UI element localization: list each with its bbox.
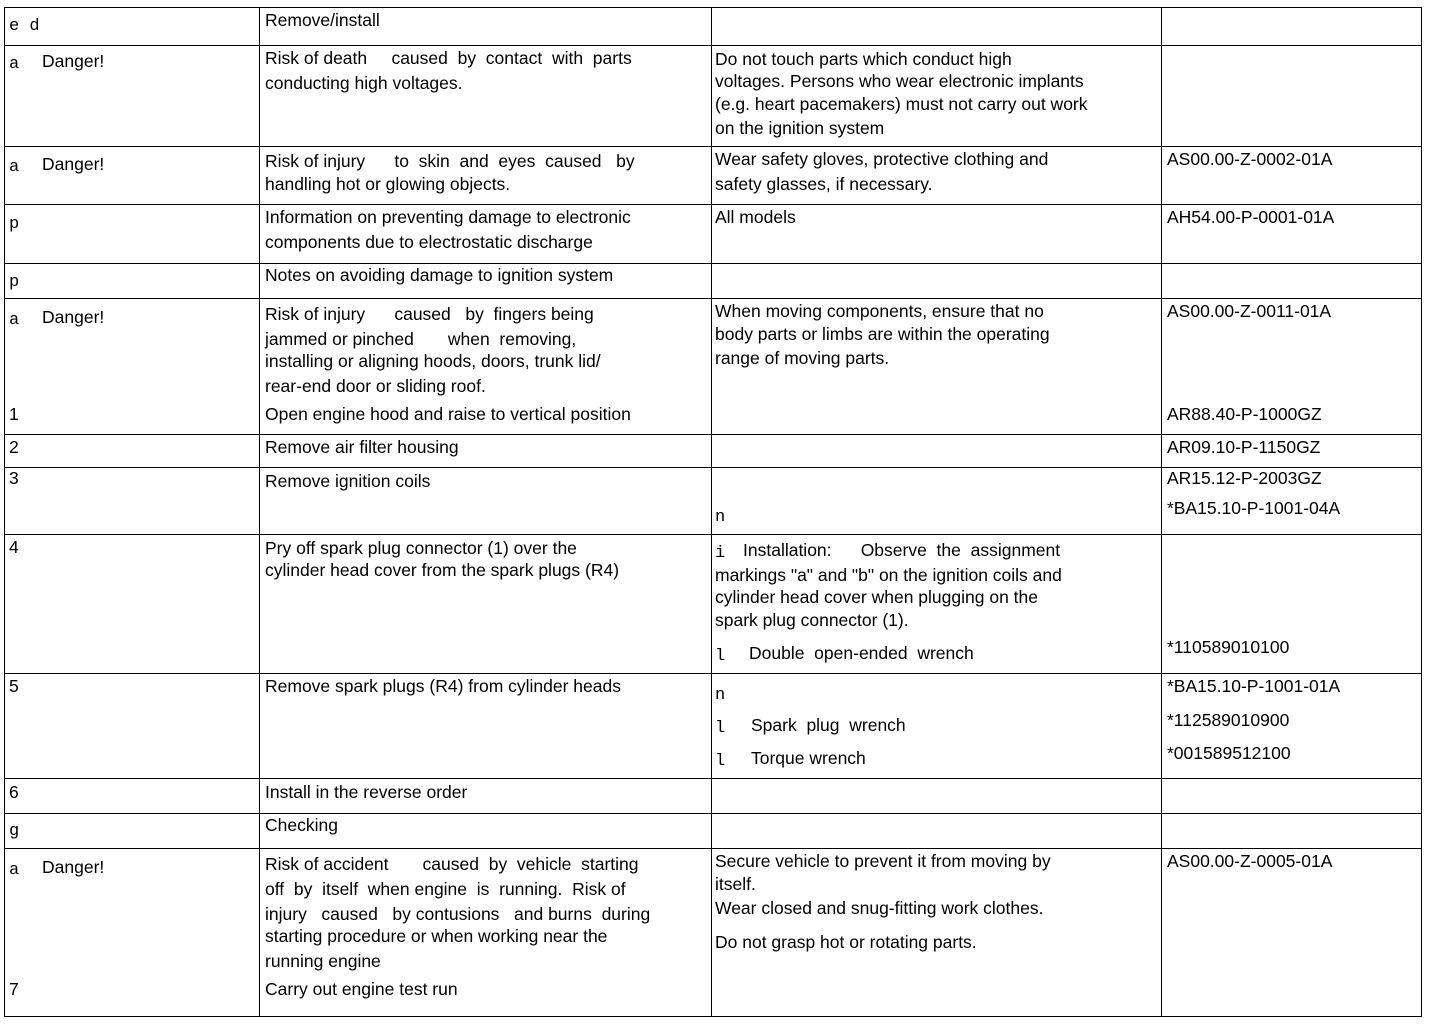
tool-name: Torque wrench <box>751 748 866 768</box>
danger-label: Danger! <box>42 307 105 327</box>
step-text-line: Open engine hood and raise to vertical position <box>265 404 631 424</box>
step-text-line: cylinder head cover from the spark plugs (R4) <box>265 560 620 580</box>
measure-text-line: (e.g. heart pacemakers) must not carry out work <box>715 94 1088 114</box>
step-text-line: Notes on avoiding damage to ignition system <box>265 265 614 285</box>
step-number: 6 <box>9 782 19 802</box>
danger-label: Danger! <box>42 154 105 174</box>
risk-text-line: handling hot or glowing objects. <box>265 174 511 194</box>
note-symbol: p <box>9 215 20 234</box>
measure-text-line: Wear safety gloves, protective clothing and <box>715 149 1049 169</box>
row-divider <box>4 1016 1422 1017</box>
risk-text-line: installing or aligning hoods, doors, trunk lid/ <box>265 351 601 371</box>
measure-text-line: body parts or limbs are within the operating <box>715 324 1050 344</box>
tool-symbol: l <box>715 647 726 666</box>
row-divider <box>4 673 1422 674</box>
step-number: 4 <box>9 537 19 557</box>
measure-text-line: When moving components, ensure that no <box>715 301 1044 321</box>
column-divider <box>259 7 260 1017</box>
danger-symbol: a <box>9 861 20 880</box>
danger-label: Danger! <box>42 857 105 877</box>
row-divider <box>4 434 1422 435</box>
installation-text-line: Installation: Observe the assignment <box>743 540 1061 560</box>
procedure-table <box>4 7 1422 1017</box>
remove-install-heading: Remove/install <box>265 10 380 30</box>
risk-text-line: starting procedure or when working near the <box>265 926 608 946</box>
step-text-line: components due to electrostatic discharge <box>265 232 593 252</box>
arrow-symbol: n <box>715 686 726 705</box>
step-text-line: Information on preventing damage to electronic <box>265 207 631 227</box>
risk-text-line: Risk of injury to skin and eyes caused by <box>265 151 635 171</box>
risk-text-line: conducting high voltages. <box>265 73 463 93</box>
document-reference: AS00.00-Z-0002-01A <box>1167 149 1333 169</box>
installation-symbol: i <box>715 544 726 563</box>
measure-text-line: Do not grasp hot or rotating parts. <box>715 932 977 952</box>
row-divider <box>4 848 1422 849</box>
step-text-line: Remove spark plugs (R4) from cylinder heads <box>265 676 621 696</box>
risk-text-line: jammed or pinched when removing, <box>265 329 577 349</box>
measure-text-line: Do not touch parts which conduct high <box>715 49 1012 69</box>
row-divider <box>4 7 1422 8</box>
measure-text-line: safety glasses, if necessary. <box>715 174 933 194</box>
measure-text-line: Wear closed and snug-fitting work clothes. <box>715 898 1044 918</box>
step-text-line: Carry out engine test run <box>265 979 458 999</box>
installation-text-line: spark plug connector (1). <box>715 610 909 630</box>
tool-symbol: l <box>715 752 726 771</box>
document-reference: AS00.00-Z-0005-01A <box>1167 851 1333 871</box>
measure-text-line: itself. <box>715 874 756 894</box>
remove-install-symbol: e d <box>9 17 40 36</box>
document-reference: AR88.40-P-1000GZ <box>1167 404 1322 424</box>
risk-text-line: rear-end door or sliding roof. <box>265 376 486 396</box>
document-reference: AR09.10-P-1150GZ <box>1167 437 1321 457</box>
row-divider <box>4 534 1422 535</box>
column-divider <box>1161 7 1162 1017</box>
document-reference: *BA15.10-P-1001-01A <box>1167 676 1341 696</box>
installation-text-line: cylinder head cover when plugging on the <box>715 587 1038 607</box>
danger-symbol: a <box>9 311 20 330</box>
step-number: 5 <box>9 676 19 696</box>
danger-label: Danger! <box>42 51 105 71</box>
checking-heading: Checking <box>265 815 338 835</box>
risk-text-line: Risk of death caused by contact with parts <box>265 48 632 68</box>
row-divider <box>4 146 1422 147</box>
measure-text-line: on the ignition system <box>715 118 885 138</box>
row-divider <box>4 778 1422 779</box>
tool-part-number: *110589010100 <box>1167 637 1290 657</box>
risk-text-line: injury caused by contusions and burns during <box>265 904 651 924</box>
document-reference: AR15.12-P-2003GZ <box>1167 468 1322 488</box>
column-divider <box>4 7 5 1017</box>
tool-symbol: l <box>715 719 726 738</box>
row-divider <box>4 298 1422 299</box>
tool-name: Double open-ended wrench <box>749 643 974 663</box>
step-number: 2 <box>9 437 19 457</box>
row-divider <box>4 204 1422 205</box>
step-text-line: Pry off spark plug connector (1) over the <box>265 538 577 558</box>
step-text-line: Remove air filter housing <box>265 437 459 457</box>
column-divider <box>711 7 712 1017</box>
danger-symbol: a <box>9 158 20 177</box>
risk-text-line: running engine <box>265 951 381 971</box>
measure-text-line: voltages. Persons who wear electronic implants <box>715 71 1084 91</box>
risk-text-line: Risk of accident caused by vehicle starting <box>265 854 639 874</box>
document-reference: AH54.00-P-0001-01A <box>1167 207 1335 227</box>
step-number: 3 <box>9 468 19 488</box>
tool-part-number: *001589512100 <box>1167 743 1291 763</box>
note-symbol: p <box>9 273 20 292</box>
checking-symbol: g <box>9 822 20 841</box>
danger-symbol: a <box>9 55 20 74</box>
tool-name: Spark plug wrench <box>751 715 906 735</box>
row-divider <box>4 45 1422 46</box>
measure-text-line: All models <box>715 207 796 227</box>
step-text-line: Install in the reverse order <box>265 782 468 802</box>
installation-text-line: markings "a" and "b" on the ignition coils and <box>715 565 1062 585</box>
row-divider <box>4 813 1422 814</box>
step-text-line: Remove ignition coils <box>265 471 431 491</box>
measure-text-line: range of moving parts. <box>715 348 890 368</box>
measure-text-line: Secure vehicle to prevent it from moving by <box>715 851 1051 871</box>
row-divider <box>4 263 1422 264</box>
risk-text-line: Risk of injury caused by fingers being <box>265 304 594 324</box>
column-divider <box>1421 7 1422 1017</box>
risk-text-line: off by itself when engine is running. Risk of <box>265 879 626 899</box>
step-number: 1 <box>9 404 19 424</box>
arrow-symbol: n <box>715 508 726 527</box>
document-reference: *BA15.10-P-1001-04A <box>1167 498 1341 518</box>
tool-part-number: *112589010900 <box>1167 710 1290 730</box>
step-number: 7 <box>9 979 19 999</box>
document-reference: AS00.00-Z-0011-01A <box>1167 301 1332 321</box>
